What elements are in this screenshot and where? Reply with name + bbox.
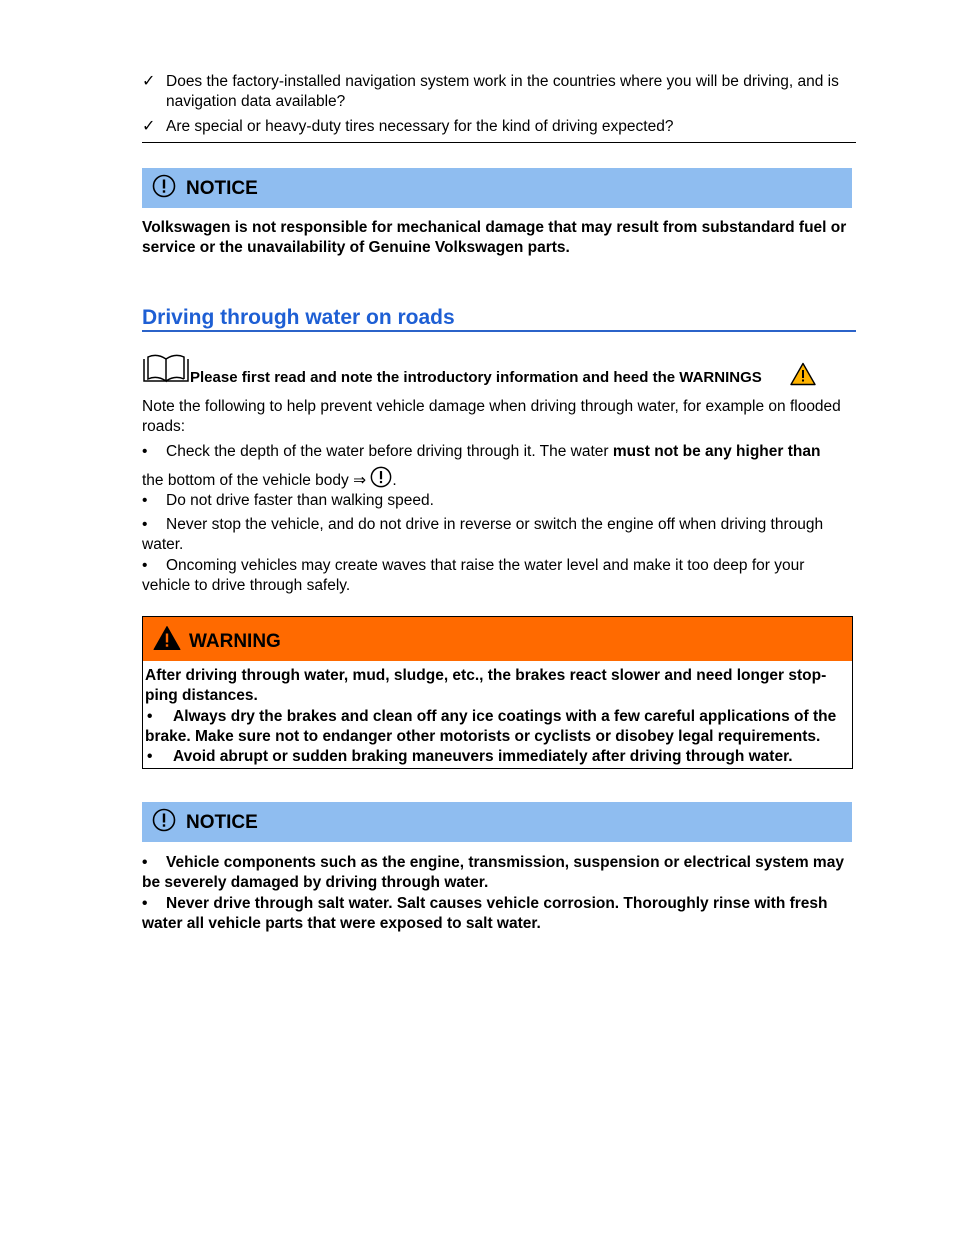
notice-header bbox=[142, 168, 852, 208]
warning-list-text: Always dry the brakes and clean off any ice coatings with a few careful applications of the brake. Make sure not to endanger other motorists or cyclists or disobey legal requirements. bbox=[145, 708, 837, 745]
warning-list-item bbox=[145, 707, 847, 747]
lead-paragraph: Note the following to help prevent vehicle damage when driving through water, for example on flooded roads: bbox=[142, 398, 841, 435]
notice-list-item bbox=[142, 853, 854, 893]
list-item-text: Oncoming vehicles may create waves that raise the water level and make it too deep for your vehicle to drive through safely. bbox=[142, 557, 805, 594]
checkmark-icon: ✓ bbox=[142, 73, 156, 90]
notice-list-item bbox=[142, 894, 854, 934]
warning-triangle-icon bbox=[153, 625, 181, 651]
list-item-text: the bottom of the vehicle body ⇒ bbox=[142, 472, 367, 489]
notice-title: NOTICE bbox=[186, 812, 258, 833]
bullet-icon: • bbox=[142, 443, 148, 460]
warning-triangle-icon bbox=[790, 362, 816, 386]
exclamation-circle-icon bbox=[370, 466, 392, 488]
heading-underline bbox=[142, 330, 856, 332]
notice-body: Volkswagen is not responsible for mechanical damage that may result from substandard fuel or service or the unavailability of Genuine Volkswagen parts. bbox=[142, 219, 847, 256]
bullet-icon: • bbox=[142, 557, 148, 574]
exclamation-circle-icon bbox=[152, 174, 176, 198]
list-item bbox=[142, 491, 854, 511]
intro-text: Please first read and note the introductory information and heed the WARNINGS bbox=[190, 369, 762, 386]
bullet-icon: • bbox=[142, 895, 148, 912]
divider bbox=[142, 142, 856, 143]
notice-title: NOTICE bbox=[186, 178, 258, 199]
list-item bbox=[142, 442, 854, 462]
warning-box bbox=[142, 616, 853, 769]
notice-list-text: Never drive through salt water. Salt causes vehicle corrosion. Thoroughly rinse with fresh water all vehicle parts that were exposed to salt water. bbox=[142, 895, 828, 932]
bullet-icon: • bbox=[147, 708, 153, 725]
emphasis-text: must not be any higher than bbox=[612, 443, 821, 460]
warning-title: WARNING bbox=[189, 631, 281, 652]
checklist-text: Are special or heavy-duty tires necessary for the kind of driving expected? bbox=[166, 118, 674, 135]
list-item-text: Never stop the vehicle, and do not drive in reverse or switch the engine off when driving through water. bbox=[142, 516, 824, 553]
checklist-text: Does the factory-installed navigation system work in the countries where you will be driving, and is navigation data available? bbox=[166, 73, 839, 110]
list-item bbox=[142, 556, 854, 596]
warning-header bbox=[143, 617, 852, 661]
exclamation-circle-icon bbox=[152, 808, 176, 832]
list-item bbox=[142, 515, 854, 555]
list-item-text: Do not drive faster than walking speed. bbox=[166, 492, 434, 509]
notice-list-text: Vehicle components such as the engine, transmission, suspension or electrical system may be severely damaged by driving through water. bbox=[142, 854, 844, 891]
list-item-end: . bbox=[392, 472, 397, 489]
checkmark-icon: ✓ bbox=[142, 118, 156, 135]
list-item-text: Check the depth of the water before driving through it. The water bbox=[166, 443, 613, 460]
warning-body: After driving through water, mud, sludge, etc., the brakes react slower and need longer stop-ping distances. bbox=[145, 667, 827, 704]
open-book-icon bbox=[142, 353, 190, 383]
bullet-icon: • bbox=[142, 492, 148, 509]
bullet-icon: • bbox=[147, 748, 153, 765]
bullet-icon: • bbox=[142, 854, 148, 871]
list-item-continued bbox=[142, 466, 397, 491]
bullet-icon: • bbox=[142, 516, 148, 533]
section-heading: Driving through water on roads bbox=[142, 306, 455, 329]
notice-header bbox=[142, 802, 852, 842]
warning-list-text: Avoid abrupt or sudden braking maneuvers immediately after driving through water. bbox=[173, 748, 793, 765]
